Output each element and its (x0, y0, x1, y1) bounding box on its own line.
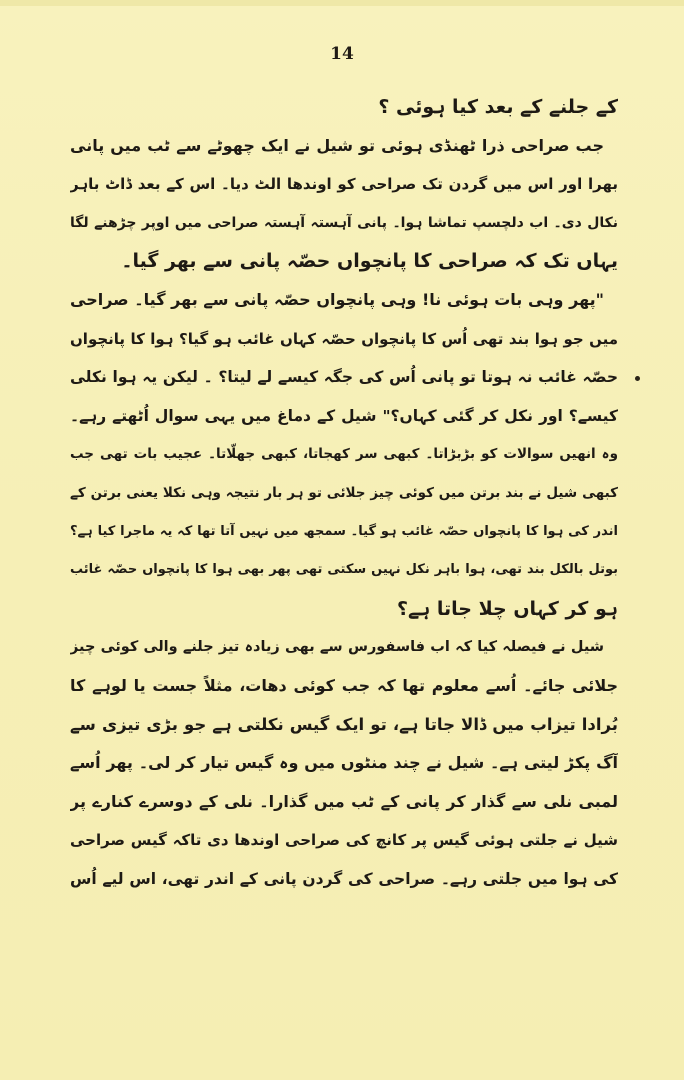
text-line: کیسے؟ اور نکل کر گئی کہاں؟" شیل کے دماغ میں یہی سوال اُٹھتے رہے۔ (70, 406, 618, 425)
text-line: حصّہ غائب نہ ہوتا تو پانی اُس کی جگہ کیسے لے لیتا؟ ۔ لیکن یہ ہوا نکلی (70, 368, 618, 387)
text-line: بھرا اور اس میں گردن تک صراحی کو اوندھا الٹ دیا۔ اس کے بعد ڈاٹ باہر (70, 175, 618, 194)
text-line: آگ پکڑ لیتی ہے۔ شیل نے چند منٹوں میں وہ گیس تیار کر لی۔ پھر اُسے (70, 753, 618, 773)
text-line: اندر کی ہوا کا پانچواں حصّہ غائب ہو گیا۔ سمجھ میں نہیں آتا تھا کہ یہ ماجرا کیا ہے؟ (70, 523, 618, 539)
text-line: بُرادا تیزاب میں ڈالا جاتا ہے، تو ایک گیس نکلتی ہے جو بڑی تیزی سے (70, 714, 618, 734)
text-line: کی ہوا میں جلتی رہے۔ صراحی کی گردن پانی کے اندر تھی، اس لیے اُس (70, 869, 618, 888)
text-line: جب صراحی ذرا ٹھنڈی ہوئی تو شیل نے ایک چھوٹے سے ٹب میں پانی (70, 135, 604, 155)
text-line: جلائی جائے۔ اُسے معلوم تھا کہ جب کوئی دھات، مثلاً جست یا لوہے کا (70, 675, 618, 695)
text-line: وہ انھیں سوالات کو بڑبڑاتا۔ کبھی سر کھجاتا، کبھی جھلّاتا۔ عجیب بات تھی جب (70, 446, 618, 463)
text-line: بوتل بالکل بند تھی، ہوا باہر نکل نہیں سکتی تھی پھر بھی ہوا کا پانچواں حصّہ غائب (70, 562, 618, 578)
page-number: 14 (330, 44, 354, 64)
text-line: نکال دی۔ اب دلچسپ تماشا ہوا۔ پانی آہستہ آہستہ صراحی میں اوپر چڑھنے لگا (70, 214, 618, 231)
text-line: کبھی شیل نے بند برتن میں کوئی چیز جلائی تو ہر بار نتیجہ وہی نکلا یعنی برتن کے (70, 484, 618, 501)
text-line: شیل نے جلتی ہوئی گیس پر کانچ کی صراحی اوندھا دی تاکہ گیس صراحی (70, 831, 618, 850)
ink-speck (635, 376, 640, 381)
text-line: کے جلنے کے بعد کیا ہوئی ؟ (378, 96, 618, 118)
text-line: میں جو ہوا بند تھی اُس کا پانچواں حصّہ کہاں غائب ہو گیا؟ ہوا کا پانچواں (70, 329, 618, 348)
text-line: شیل نے فیصلہ کیا کہ اب فاسفورس سے بھی زیادہ تیز جلنے والی کوئی چیز (70, 639, 604, 656)
text-line: "پھر وہی بات ہوئی نا! وہی پانچواں حصّہ پانی سے بھر گیا۔ صراحی (70, 289, 604, 309)
body-text (70, 88, 618, 898)
text-line: یہاں تک کہ صراحی کا پانچواں حصّہ پانی سے بھر گیا۔ (121, 250, 618, 273)
text-line: ہو کر کہاں چلا جاتا ہے؟ (396, 597, 618, 620)
page-top-edge (0, 0, 684, 6)
text-line: لمبی نلی سے گذار کر پانی کے ٹب میں گذارا۔ نلی کے دوسرے کنارے پر (70, 791, 618, 811)
